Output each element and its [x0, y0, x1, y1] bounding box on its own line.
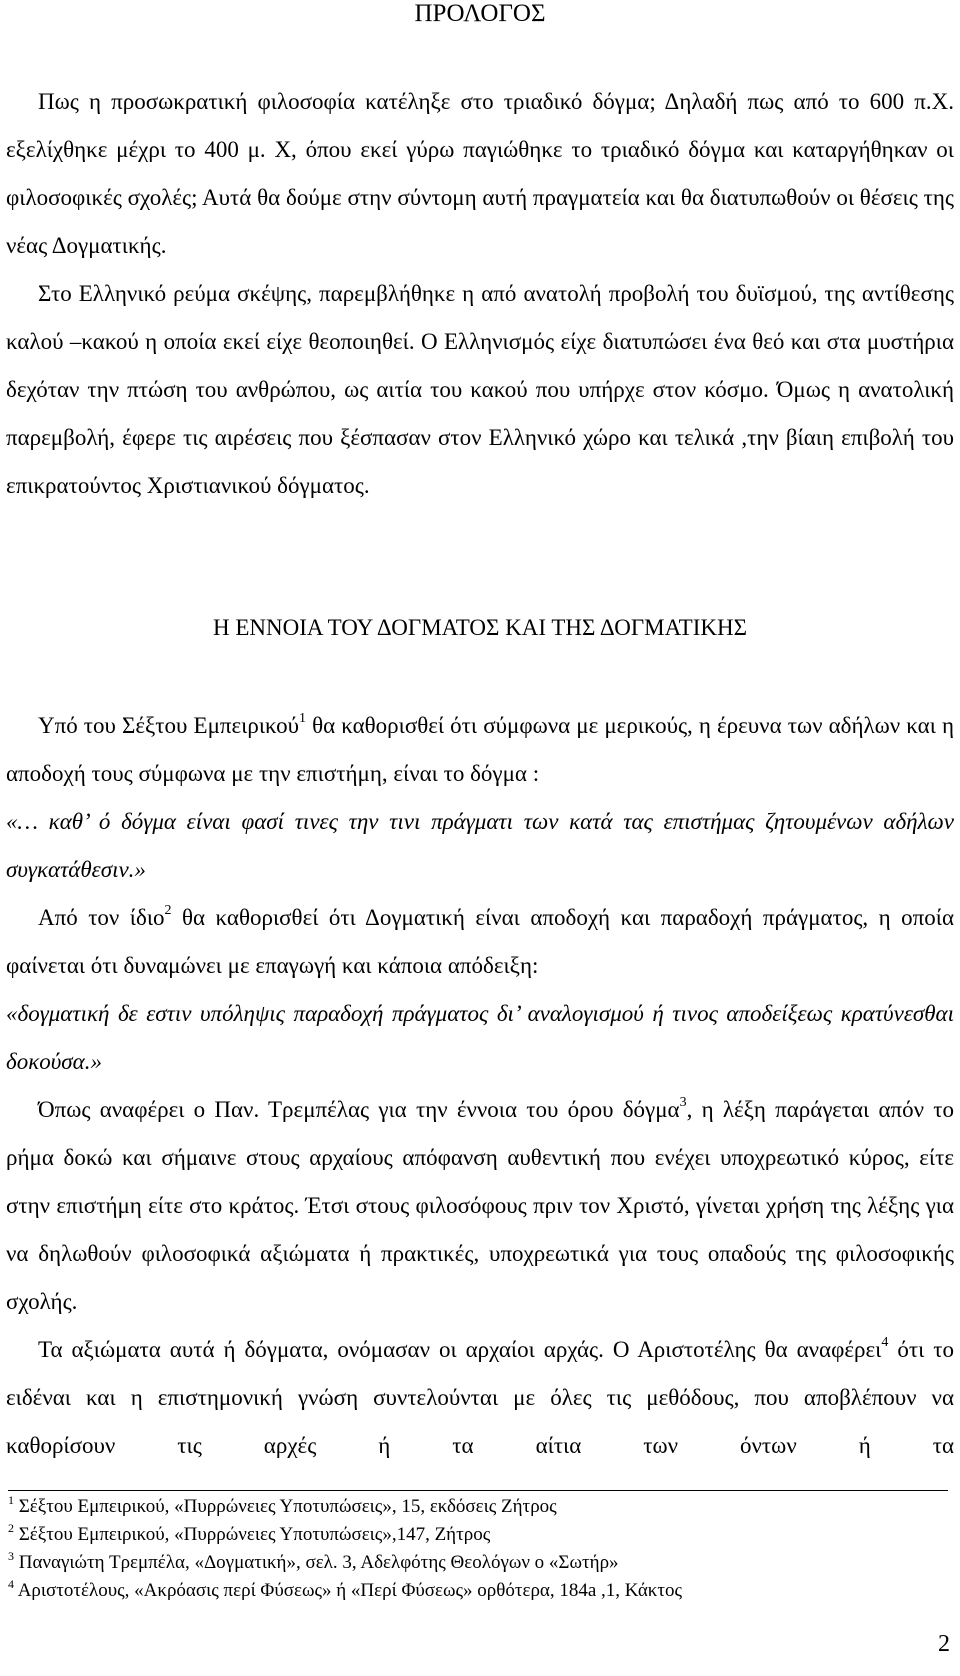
dogmatics-text-b: θα καθορισθεί ότι Δογματική είναι αποδοχή και παραδοχή πράγματος, η οποία φαίνεται ότι δυναμώνει με επαγωγή και κάποια απόδειξη: [6, 905, 954, 978]
footnote-number: 1 [8, 1493, 14, 1507]
footnote-number: 2 [8, 1521, 14, 1535]
dogmatics-text-a: Από τον ίδιο [38, 905, 165, 930]
dogmatics-paragraph [6, 894, 954, 990]
aristotle-text-b: ότι το ειδέναι και η επιστημονική γνώση συντελούνται με όλες τις μεθόδους, που αποβλέπουν να καθορίσουν τις αρχές ή τα αίτια των όντων ή τα [6, 1337, 954, 1458]
quote-1: «… καθ’ ό δόγμα είναι φασί τινες την τινι πράγματι των κατά τας επιστήμας ζητουμένων αδήλων συγκατάθεσιν.» [6, 809, 954, 882]
sextus-text-b: θα καθορισθεί ότι σύμφωνα με μερικούς, η έρευνα των αδήλων και η αποδοχή τους σύμφωνα με την επιστήμη, είναι το δόγμα : [6, 713, 954, 786]
footnote-text: Αριστοτέλους, «Ακρόασις περί Φύσεως» ή «Περί Φύσεως» ορθότερα, 184a ,1, Κάκτος [14, 1580, 683, 1601]
section-heading: Η ΕΝΝΟΙΑ ΤΟΥ ΔΟΓΜΑΤΟΣ ΚΑΙ ΤΗΣ ΔΟΓΜΑΤΙΚΗΣ [213, 615, 747, 640]
trempelas-text-a: Όπως αναφέρει ο Παν. Τρεμπέλας για την έννοια του όρου δόγμα [38, 1097, 680, 1122]
footnote-ref-1: 1 [299, 711, 306, 726]
footnote-text: Παναγιώτη Τρεμπέλα, «Δογματική», σελ. 3, Αδελφότης Θεολόγων ο «Σωτήρ» [14, 1552, 619, 1573]
page-number: 2 [938, 1631, 950, 1657]
sextus-paragraph [6, 702, 954, 798]
footnote-item [8, 1493, 948, 1521]
footnote-item [8, 1521, 948, 1549]
footnote-item [8, 1549, 948, 1577]
footnote-text: Σέξτου Εμπειρικού, «Πυρρώνειες Υποτυπώσεις»,147, Ζήτρος [14, 1524, 491, 1545]
trempelas-text-b: , η λέξη παράγεται απόν το ρήμα δοκώ και σήμαινε στους αρχαίους απόφανση αυθεντική που ενέχει υποχρεωτικό κύρος, είτε στην επιστήμη είτε στο κράτος. Έτσι στους φιλοσόφους πριν τον Χριστό, γίνεται χρήση της λέξης για να δηλωθούν φιλοσοφικά αξιώματα ή πρακτικές, υποχρεωτικά για τους οπαδούς της φιλοσοφικής σχολής. [6, 1097, 954, 1314]
sextus-text-a: Υπό του Σέξτου Εμπειρικού [38, 713, 299, 738]
trempelas-paragraph [6, 1086, 954, 1326]
intro-paragraph-2: Στο Ελληνικό ρεύμα σκέψης, παρεμβλήθηκε η από ανατολή προβολή του δυϊσμού, της αντίθεσης καλού –κακού η οποία εκεί είχε θεοποιηθεί. Ο Ελληνισμός είχε διατυπώσει ένα θεό και στα μυστήρια δεχόταν την πτώση του ανθρώπου, ως αιτία του κακού που υπήρχε στον κόσμο. Όμως η ανατολική παρεμβολή, έφερε τις αιρέσεις που ξέσπασαν στον Ελληνικό χώρο και τελικά ,την βίαιη επιβολή του επικρατούντος Χριστιανικού δόγματος. [6, 281, 954, 498]
aristotle-text-a: Τα αξιώματα αυτά ή δόγματα, ονόμασαν οι αρχαίοι αρχάς. Ο Αριστοτέλης θα αναφέρει [38, 1337, 882, 1362]
footnote-number: 3 [8, 1549, 14, 1563]
aristotle-paragraph [6, 1326, 954, 1470]
page-title: ΠΡΟΛΟΓΟΣ [414, 0, 546, 27]
footnotes [8, 1490, 948, 1605]
quote-2: «δογματική δε εστιν υπόληψις παραδοχή πράγματος δι’ αναλογισμού ή τινος αποδείξεως κρατύνεσθαι δοκούσα.» [6, 1001, 954, 1074]
footnote-ref-2: 2 [164, 903, 172, 918]
footnote-ref-4: 4 [881, 1335, 889, 1350]
intro-paragraph-1: Πως η προσωκρατική φιλοσοφία κατέληξε στο τριαδικό δόγμα; Δηλαδή πως από το 600 π.Χ. εξελίχθηκε μέχρι το 400 μ. Χ, όπου εκεί γύρω παγιώθηκε το τριαδικό δόγμα και καταργήθηκαν οι φιλοσοφικές σχολές; Αυτά θα δούμε στην σύντομη αυτή πραγματεία και θα διατυπωθούν οι θέσεις της νέας Δογματικής. [6, 89, 954, 258]
footnote-item [8, 1577, 948, 1605]
footnote-text: Σέξτου Εμπειρικού, «Πυρρώνειες Υποτυπώσεις», 15, εκδόσεις Ζήτρος [14, 1496, 557, 1517]
footnote-ref-3: 3 [679, 1095, 687, 1110]
footnote-number: 4 [8, 1577, 14, 1591]
